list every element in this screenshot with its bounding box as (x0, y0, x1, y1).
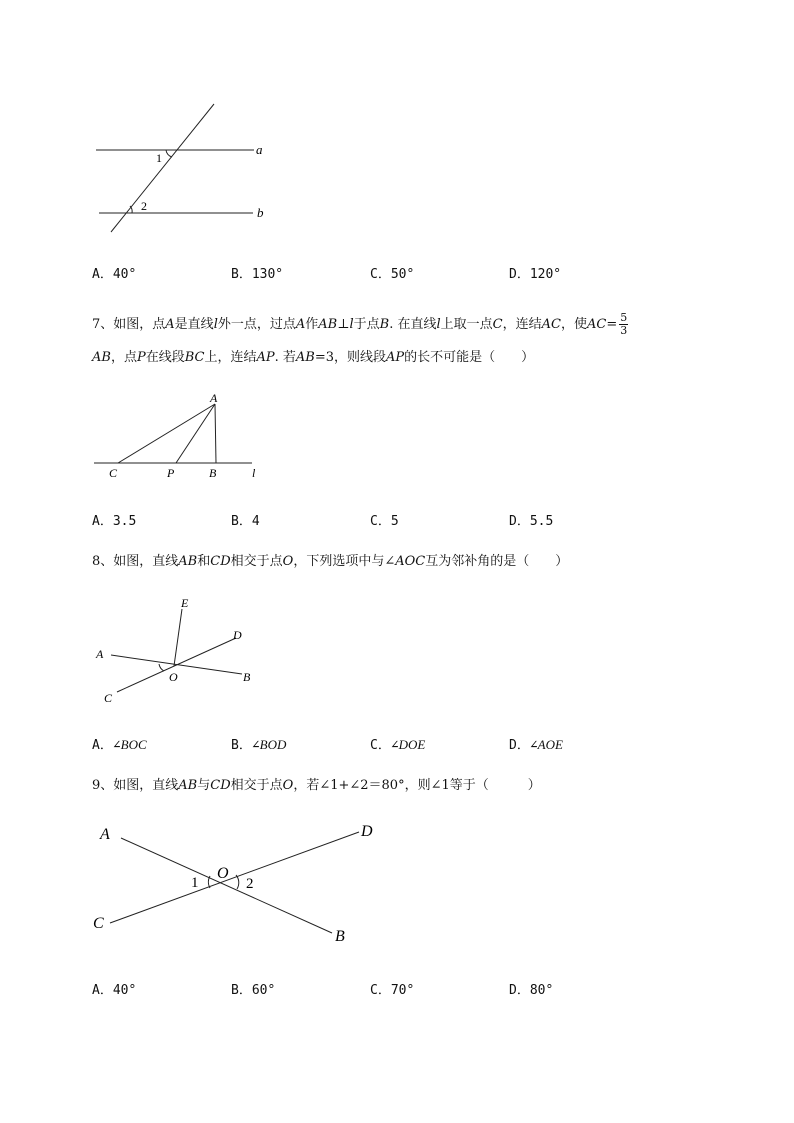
q7-label-b: B (209, 466, 217, 480)
q6-figure (90, 98, 280, 238)
q9-option-b: B．60° (231, 983, 276, 998)
q6-label-b: b (257, 205, 264, 220)
q7-figure (90, 388, 270, 484)
q8-option-a: A．∠BOC (92, 737, 147, 753)
q7-fraction: $\frac{5}{3}$ (620, 311, 628, 337)
q7-option-d: D．5.5 (509, 514, 554, 529)
q8-option-c: C．∠DOE (370, 737, 426, 753)
q9-label-b: B (335, 928, 345, 945)
q7-stem-line1: 7、如图，点A是直线l外一点，过点A作AB⊥l于点B. 在直线l上取一点C，连结AC，使AC= $\frac{5}{3}$ (92, 311, 628, 337)
q8-angle-arc (159, 664, 164, 671)
q6-option-b: B．130° (231, 267, 284, 282)
q7-option-b: B．4 (231, 514, 260, 529)
q7-label-a: A (210, 391, 218, 405)
q8-option-d: D．∠AOE (509, 737, 563, 753)
q9-line-cd (110, 832, 359, 923)
q7-option-c: C．5 (370, 514, 399, 529)
q9-option-a: A．40° (92, 983, 137, 998)
q9-figure (88, 816, 388, 952)
q7-segment-ac (118, 404, 215, 463)
q7-stem-line2: AB，点P在线段BC上，连结AP. 若AB=3，则线段AP的长不可能是（ ） (92, 350, 535, 365)
q8-label-a: A (96, 647, 104, 661)
q8-label-d: D (233, 628, 242, 642)
q7-label-c: C (109, 466, 118, 480)
q6-angle1-arc (166, 150, 172, 157)
q8-label-b: B (243, 670, 251, 684)
q8-stem: 8、如图，直线AB和CD相交于点O，下列选项中与∠AOC互为邻补角的是（ ） (92, 554, 569, 569)
q8-option-b: B．∠BOD (231, 737, 287, 753)
q9-option-c: C．70° (370, 983, 415, 998)
q6-label-2: 2 (141, 199, 147, 213)
q7-segment-ap (176, 404, 215, 463)
q7-segment-ab (215, 404, 216, 463)
q6-label-1: 1 (156, 151, 162, 165)
q9-option-d: D．80° (509, 983, 554, 998)
q7-option-a: A．3.5 (92, 514, 137, 529)
q7-label-l: l (252, 466, 256, 480)
q9-label-a: A (100, 826, 110, 843)
q6-option-a: A．40° (92, 267, 137, 282)
q8-figure (90, 592, 270, 712)
q8-ray-oe (174, 609, 182, 666)
q9-stem: 9、如图，直线AB与CD相交于点O，若∠1+∠2＝80°，则∠1等于（ ） (92, 778, 541, 793)
q9-label-1: 1 (191, 875, 199, 891)
q9-line-ab (121, 838, 332, 933)
q6-option-c: C．50° (370, 267, 415, 282)
q6-option-d: D．120° (509, 267, 562, 282)
q9-label-c: C (93, 915, 104, 932)
q9-label-d: D (361, 823, 373, 840)
q7-label-p: P (167, 466, 175, 480)
q8-label-c: C (104, 691, 113, 705)
q9-label-o: O (217, 865, 229, 882)
q9-label-2: 2 (246, 876, 254, 892)
q8-label-e: E (181, 596, 189, 610)
q8-label-o: O (169, 670, 178, 684)
q6-angle2-arc (130, 206, 132, 213)
q6-label-a: a (256, 142, 263, 157)
